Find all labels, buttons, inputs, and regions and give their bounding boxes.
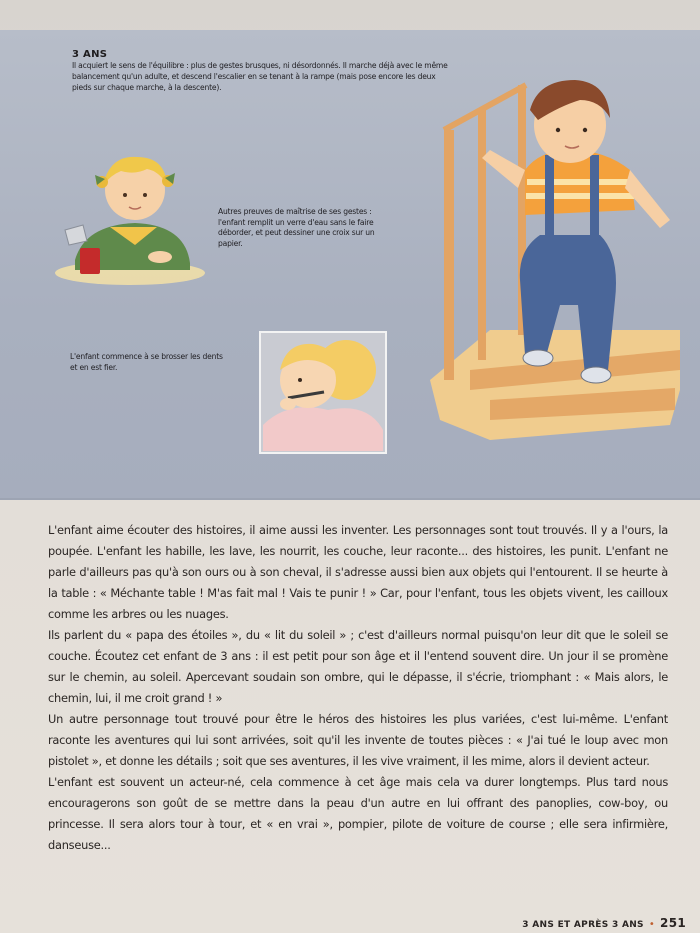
age-title: 3 ANS [72, 49, 108, 60]
footer-separator: • [648, 919, 656, 930]
paragraph-2: Ils parlent du « papa des étoiles », du « lit du soleil » ; c'est d'ailleurs normal puisqu'on leur dit que le soleil se couche. Écoutez cet enfant de 3 ans : il est petit pour son âge et il l'entend souvent dire. Un jour il se promène sur le chemin, au soleil. Apercevant soudain son ombre, qui le dépasse, il s'écrie, triomphant : « Mais alors, le chemin, lui, il me croit grand ! » [48, 628, 668, 705]
paragraph-1: L'enfant aime écouter des histoires, il aime aussi les inventer. Les personnages sont tout trouvés. Il y a l'ours, la poupée. L'enfant les habille, les lave, les nourrit, les couche, leur raconte... des histoires, les punit. L'enfant ne parle d'ailleurs pas qu'à son ours ou à son cheval, il s'adresse aussi bien aux objets qui l'entourent. Il se heurte à la table : « Méchante table ! M'as fait mal ! Vais te punir ! » Car, pour l'enfant, tous les objets vivent, les cailloux comme les arbres ou les nuages. [48, 523, 668, 621]
intro-text: Il acquiert le sens de l'équilibre : plus de gestes brusques, ni désordonnés. Il marche déjà avec le même balancement qu'un adulte, et descend l'escalier en se tenant à la rampe (mais pose encore les deux pieds sur chaque marche, à la descente). [72, 61, 448, 92]
paragraph-4: L'enfant est souvent un acteur-né, cela commence à cet âge mais cela va durer longtemps. Plus tard nous encouragerons son goût de se mettre dans la peau d'un autre en lui offrant des panoplies, cow-boy, ou princesse. Il sera alors tour à tour, et « en vrai », pompier, pilote de voiture de course ; elle sera infirmière, danseuse... [48, 775, 668, 852]
child-brushing-teeth-illustration [258, 330, 388, 455]
page-footer [522, 916, 686, 930]
paragraph-3: Un autre personnage tout trouvé pour être le héros des histoires les plus variées, c'est lui-même. L'enfant raconte les aventures qui lui sont arrivées, soit qu'il les invente de toutes pièces : « J'ai tué le loup avec mon pistolet », et donne les détails ; soit que ses aventures, il les vive vraiment, il les mime, alors il devient acteur. [48, 712, 668, 768]
section-title: 3 ANS ET APRÈS 3 ANS [522, 920, 644, 930]
caption-glass: Autres preuves de maîtrise de ses gestes : l'enfant remplit un verre d'eau sans le faire déborder, et peut dessiner une croix sur un papier. [218, 207, 375, 248]
page-number: 251 [660, 916, 686, 930]
child-pouring-water-illustration [55, 145, 205, 285]
body-text [48, 520, 668, 856]
child-descending-stairs-illustration [430, 70, 685, 445]
caption-teeth: L'enfant commence à se brosser les dents et en est fier. [70, 352, 223, 372]
